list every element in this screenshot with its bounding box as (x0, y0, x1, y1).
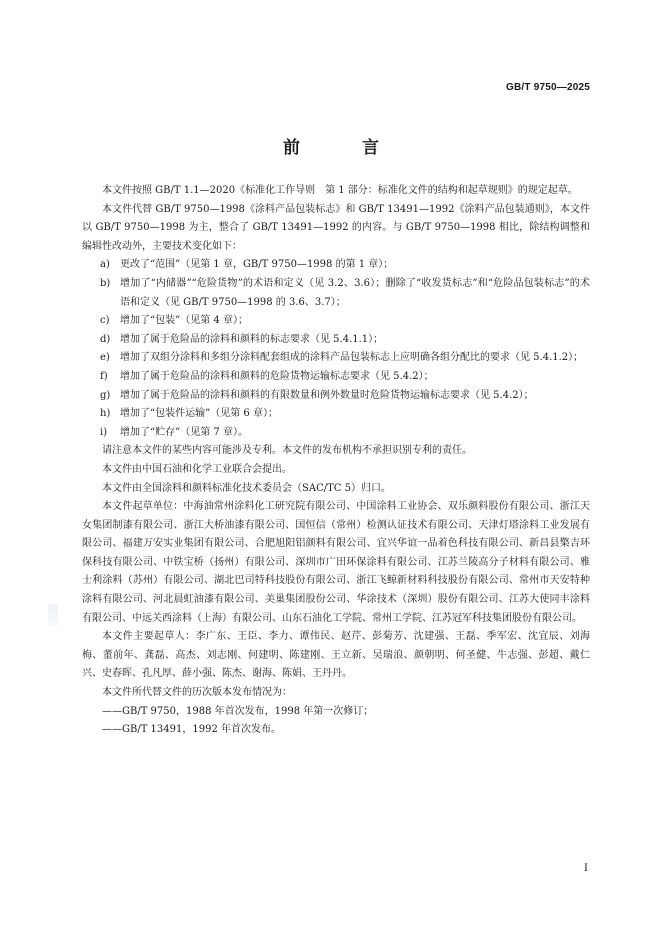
paragraph: ——GB/T 13491，1992 年首次发布。 (102, 724, 281, 736)
list-marker: f) (100, 370, 108, 382)
list-text: 增加了属于危险品的涂料和颜料的标志要求（见 5.4.1.1）； (120, 333, 384, 345)
list-item (82, 275, 590, 312)
list-text: 增加了“内储器”“危险货物”的术语和定义（见 3.2、3.6）；删除了“收发货标志”和“危险品包装标志”的术语和定义（见 GB/T 9750—1998 的 3.6、3.7）； (120, 277, 590, 308)
paragraph: 本文件按照 GB/T 1.1—2020《标准化工作导则 第 1 部分：标准化文件的结构和起草规则》的规定起草。 (102, 185, 578, 196)
paragraph: 本文件由全国涂料和颜料标准化技术委员会（SAC/TC 5）归口。 (102, 482, 391, 494)
list-text: 增加了“包装件运输”（见第 6 章）； (120, 408, 278, 420)
list-text: 增加了属于危险品的涂料和颜料的危险货物运输标志要求（见 5.4.2）； (120, 370, 434, 382)
standard-code: GB/T 9750—2025 (506, 82, 590, 93)
list-text: 增加了“贮存”（见第 7 章）。 (120, 426, 248, 438)
list-item (82, 387, 590, 406)
list-marker: a) (100, 259, 110, 271)
document-body (82, 182, 590, 740)
paragraph: 本文件所代替文件的历次版本发布情况为： (102, 687, 292, 699)
list-item (82, 368, 590, 387)
paragraph: 本文件起草单位：中海油常州涂料化工研究院有限公司、中国涂料工业协会、双乐颜料股份有限公司、浙江天女集团制漆有限公司、浙江大桥油漆有限公司、国恒信（常州）检测认证技术有限公司、天津灯塔涂料工业发展有限公司、福建万安实业集团有限公司、合肥旭阳铝颜料有限公司、宜兴华谊一品着色科技有限公司、新昌县檠吉环保科技有限公司、中铁宝桥（扬州）有限公司、深圳市广田环保涂料有限公司、江苏兰陵高分子材料有限公司、雅士利涂料（苏州）有限公司、湖北巴司特科技股份有限公司、浙江飞鲸新材料科技股份有限公司、常州市天安特种涂料有限公司、河北晨虹油漆有限公司、美巢集团股份公司、华涂技术（深圳）股份有限公司、江苏大使同丰涂料有限公司、中远关西涂料（上海）有限公司、山东石油化工学院、常州工学院、江苏冠军科技集团股份有限公司。 (82, 501, 590, 624)
page-title: 前 言 (283, 138, 407, 158)
list-text: 更改了“范围”（见第 1 章，GB/T 9750—1998 的第 1 章）； (120, 259, 394, 271)
list-marker: b) (100, 277, 111, 289)
list-item (82, 405, 590, 424)
edge-watermark (48, 604, 58, 626)
list-item (82, 424, 590, 443)
list-text: 增加了双组分涂料和多组分涂料配套组成的涂料产品包装标志上应明确各组分配比的要求（见 5.4.1.2）； (120, 352, 584, 364)
list-marker: c) (100, 315, 110, 327)
list-marker: i) (100, 426, 108, 438)
paragraph: ——GB/T 9750，1988 年首次发布，1998 年第一次修订； (102, 705, 374, 717)
page-number: I (584, 863, 588, 874)
list-text: 增加了“包装”（见第 4 章）； (120, 315, 248, 327)
list-item (82, 256, 590, 275)
paragraph: 本文件主要起草人：李广东、王臣、李力、谭伟民、赵芹、彭菊芳、沈建强、王磊、季军宏、沈宜辰、刘海梅、董前年、龚磊、高杰、刘志刚、何建明、陈建刚、王立新、吴瑞浪、颜朝明、何圣健、牛志强、彭超、戴仁兴、史春晖、孔凡厚、薛小强、陈杰、谢海、陈娟、王丹丹。 (82, 631, 590, 680)
list-item (82, 312, 590, 331)
list-marker: d) (100, 333, 111, 345)
list-text: 增加了属于危险品的涂料和颜料的有限数量和例外数量时危险货物运输标志要求（见 5.4.2）； (120, 389, 534, 401)
list-item (82, 331, 590, 350)
list-item (82, 349, 590, 368)
list-marker: e) (100, 352, 110, 364)
list-marker: h) (100, 408, 111, 420)
paragraph: 本文件代替 GB/T 9750—1998《涂料产品包装标志》和 GB/T 13491—1992《涂料产品包装通则》，本文件以 GB/T 9750—1998 为主，整合了 GB/T 13491—1992 的内容。与 GB/T 9750—1998 相比，除结构调整和编辑性改动外，主要技术变化如下： (82, 203, 590, 252)
list-marker: g) (100, 389, 111, 401)
paragraph: 请注意本文件的某些内容可能涉及专利。本文件的发布机构不承担识别专利的责任。 (102, 445, 472, 457)
paragraph: 本文件由中国石油和化学工业联合会提出。 (102, 463, 292, 475)
